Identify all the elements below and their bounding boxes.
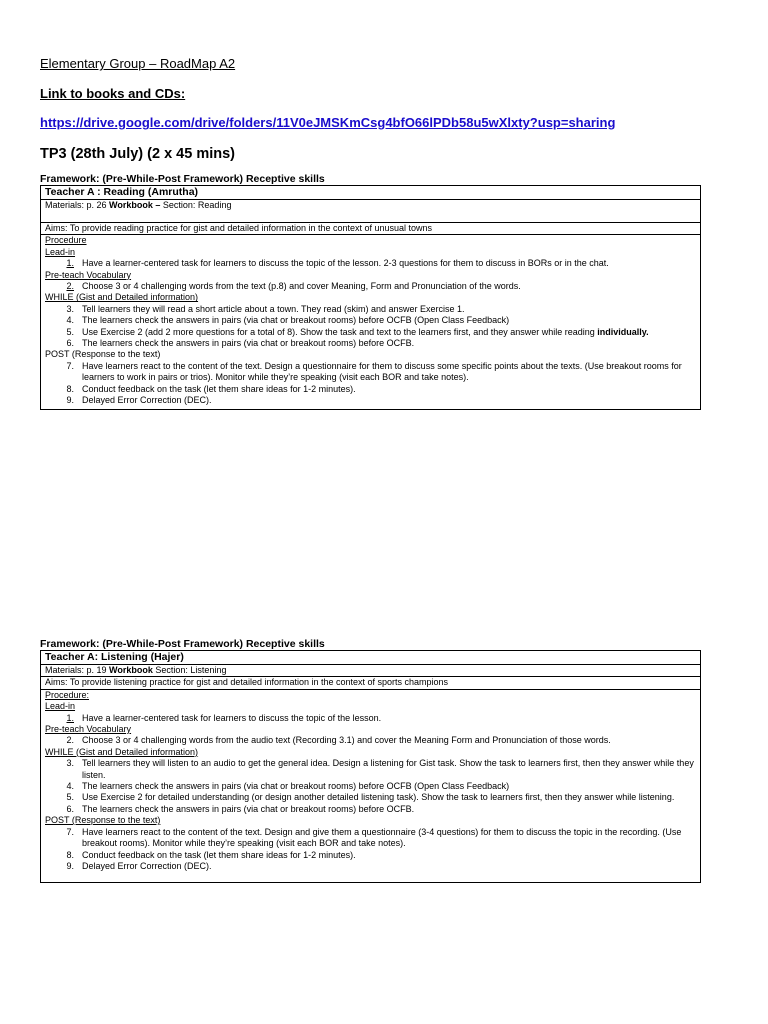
step-number: 5. [66, 792, 74, 803]
step-text: Conduct feedback on the task (let them share ideas for 1-2 minutes). [82, 383, 356, 394]
while-label: WHILE (Gist and Detailed information) [45, 746, 199, 757]
step-item [45, 338, 696, 349]
step-number: 2. [66, 735, 74, 746]
step-number: 6. [66, 338, 74, 349]
materials-workbook: Workbook [109, 665, 153, 675]
procedure-row [41, 689, 701, 883]
step-text: The learners check the answers in pairs (via chat or breakout rooms) before OCFB (Open Class Feedback) [82, 315, 510, 326]
materials-prefix: Materials: p. 26 [45, 200, 107, 210]
post-label: POST (Response to the text) [45, 815, 161, 826]
procedure-cell [41, 689, 701, 883]
step-number: 7. [66, 826, 74, 837]
step-text: Have a learner-centered task for learners to discuss the topic of the lesson. 2-3 questions for them to discuss in BORs or in the chat. [82, 258, 609, 269]
aims-cell: Aims: To provide reading practice for gist and detailed information in the context of unusual towns [41, 223, 701, 235]
step-number: 1. [66, 258, 74, 269]
teacher-row [41, 186, 701, 200]
while-label: WHILE (Gist and Detailed information) [45, 292, 199, 303]
step-item [45, 804, 696, 815]
step-text: Delayed Error Correction (DEC). [82, 860, 212, 871]
step-number: 1. [66, 712, 74, 723]
step-item [45, 850, 696, 861]
step-item [45, 384, 696, 395]
step-item [45, 792, 696, 803]
step-text: Choose 3 or 4 challenging words from the audio text (Recording 3.1) and cover the Meaning Form and Pronunciation of those words. [82, 735, 611, 746]
step-text: The learners check the answers in pairs (via chat or breakout rooms) before OCFB. [82, 803, 415, 814]
tp-heading: TP3 (28th July) (2 x 45 mins) [40, 146, 236, 162]
step-item [45, 281, 696, 292]
step-text: Have learners react to the content of the text. Design a questionnaire for them to discuss some specific points about the texts. (Use breakout rooms for learners to work in pairs or trios). Monitor while they’re speaking (visit each BOR and take notes). [82, 360, 682, 383]
step-number: 9. [66, 395, 74, 406]
step-number: 5. [66, 326, 74, 337]
step-number: 3. [66, 303, 74, 314]
step-number: 8. [66, 383, 74, 394]
document-title: Elementary Group – RoadMap A2 [40, 56, 236, 71]
materials-section: Section: Reading [162, 200, 232, 210]
teacher-row [41, 651, 701, 665]
step-item [45, 758, 696, 781]
step-text: Tell learners they will listen to an audio to get the general idea. Design a listening for Gist task. Show the task to learners first, then they answer while they listen. [82, 758, 694, 780]
step-text-with-bold [74, 327, 696, 338]
step-item [45, 861, 696, 872]
aims-cell: Aims: To provide listening practice for gist and detailed information in the context of sports champions [41, 677, 701, 689]
framework-label-reading: Framework: (Pre-While-Post Framework) Receptive skills [40, 173, 325, 185]
procedure-cell [41, 235, 701, 409]
step-item [45, 827, 696, 850]
step-text: Have a learner-centered task for learners to discuss the topic of the lesson. [82, 712, 382, 723]
aims-row [41, 223, 701, 235]
step-number: 6. [66, 803, 74, 814]
step-text: Choose 3 or 4 challenging words from the text (p.8) and cover Meaning, Form and Pronunciation of the words. [82, 281, 521, 292]
post-label: POST (Response to the text) [45, 349, 161, 360]
step-number: 4. [66, 781, 74, 792]
framework-label-listening: Framework: (Pre-While-Post Framework) Receptive skills [40, 638, 325, 650]
link-heading: Link to books and CDs: [40, 86, 186, 101]
preteach-label: Pre-teach Vocabulary [45, 724, 132, 735]
teacher-cell: Teacher A: Listening (Hajer) [41, 651, 701, 665]
step-text: Use Exercise 2 (add 2 more questions for a total of 8). Show the task and text to the learners first, and they answer while reading [82, 326, 595, 337]
procedure-label: Procedure: [45, 689, 90, 700]
step-number: 7. [66, 360, 74, 371]
step-item [45, 361, 696, 384]
step-number: 2. [66, 281, 74, 292]
step-text: Delayed Error Correction (DEC). [82, 395, 212, 406]
step-number: 8. [66, 849, 74, 860]
materials-cell [41, 200, 701, 223]
leadin-label: Lead-in [45, 701, 76, 712]
leadin-label: Lead-in [45, 246, 76, 257]
step-text: The learners check the answers in pairs (via chat or breakout rooms) before OCFB (Open Class Feedback) [82, 781, 510, 792]
materials-row [41, 665, 701, 677]
procedure-row [41, 235, 701, 409]
step-item [45, 304, 696, 315]
step-text: Conduct feedback on the task (let them share ideas for 1-2 minutes). [82, 849, 356, 860]
step-number: 4. [66, 315, 74, 326]
step-text-bold: individually. [597, 326, 649, 337]
drive-link[interactable]: https://drive.google.com/drive/folders/11V0eJMSKmCsg4bfO66lPDb58u5wXlxty?usp=sharing [40, 115, 616, 130]
preteach-label: Pre-teach Vocabulary [45, 269, 132, 280]
step-text: Use Exercise 2 for detailed understanding (or design another detailed listening task). Show the task to learners first, then they answer while listening. [82, 792, 675, 803]
step-item [45, 781, 696, 792]
teacher-cell: Teacher A : Reading (Amrutha) [41, 186, 701, 200]
step-item [45, 327, 696, 338]
listening-lesson-table [40, 650, 701, 883]
step-text: Have learners react to the content of the text. Design and give them a questionnaire (3-4 questions) for them to discuss the topic in the recording. (Use breakout rooms). Monitor while they’re speaking (visit each BOR and take notes). [82, 826, 682, 849]
materials-workbook: Workbook – [109, 200, 161, 210]
step-text: Tell learners they will read a short article about a town. They read (skim) and answer Exercise 1. [82, 303, 465, 314]
reading-lesson-table [40, 185, 701, 410]
materials-section: Section: Listening [155, 665, 227, 675]
materials-row [41, 200, 701, 223]
materials-prefix: Materials: p. 19 [45, 665, 107, 675]
step-number: 3. [66, 758, 74, 769]
step-item [45, 735, 696, 746]
step-number: 9. [66, 860, 74, 871]
step-item [45, 713, 696, 724]
step-item [45, 315, 696, 326]
step-item [45, 258, 696, 269]
aims-row [41, 677, 701, 689]
procedure-label: Procedure [45, 235, 87, 246]
step-item [45, 395, 696, 406]
step-text: The learners check the answers in pairs (via chat or breakout rooms) before OCFB. [82, 338, 415, 349]
materials-cell [41, 665, 701, 677]
